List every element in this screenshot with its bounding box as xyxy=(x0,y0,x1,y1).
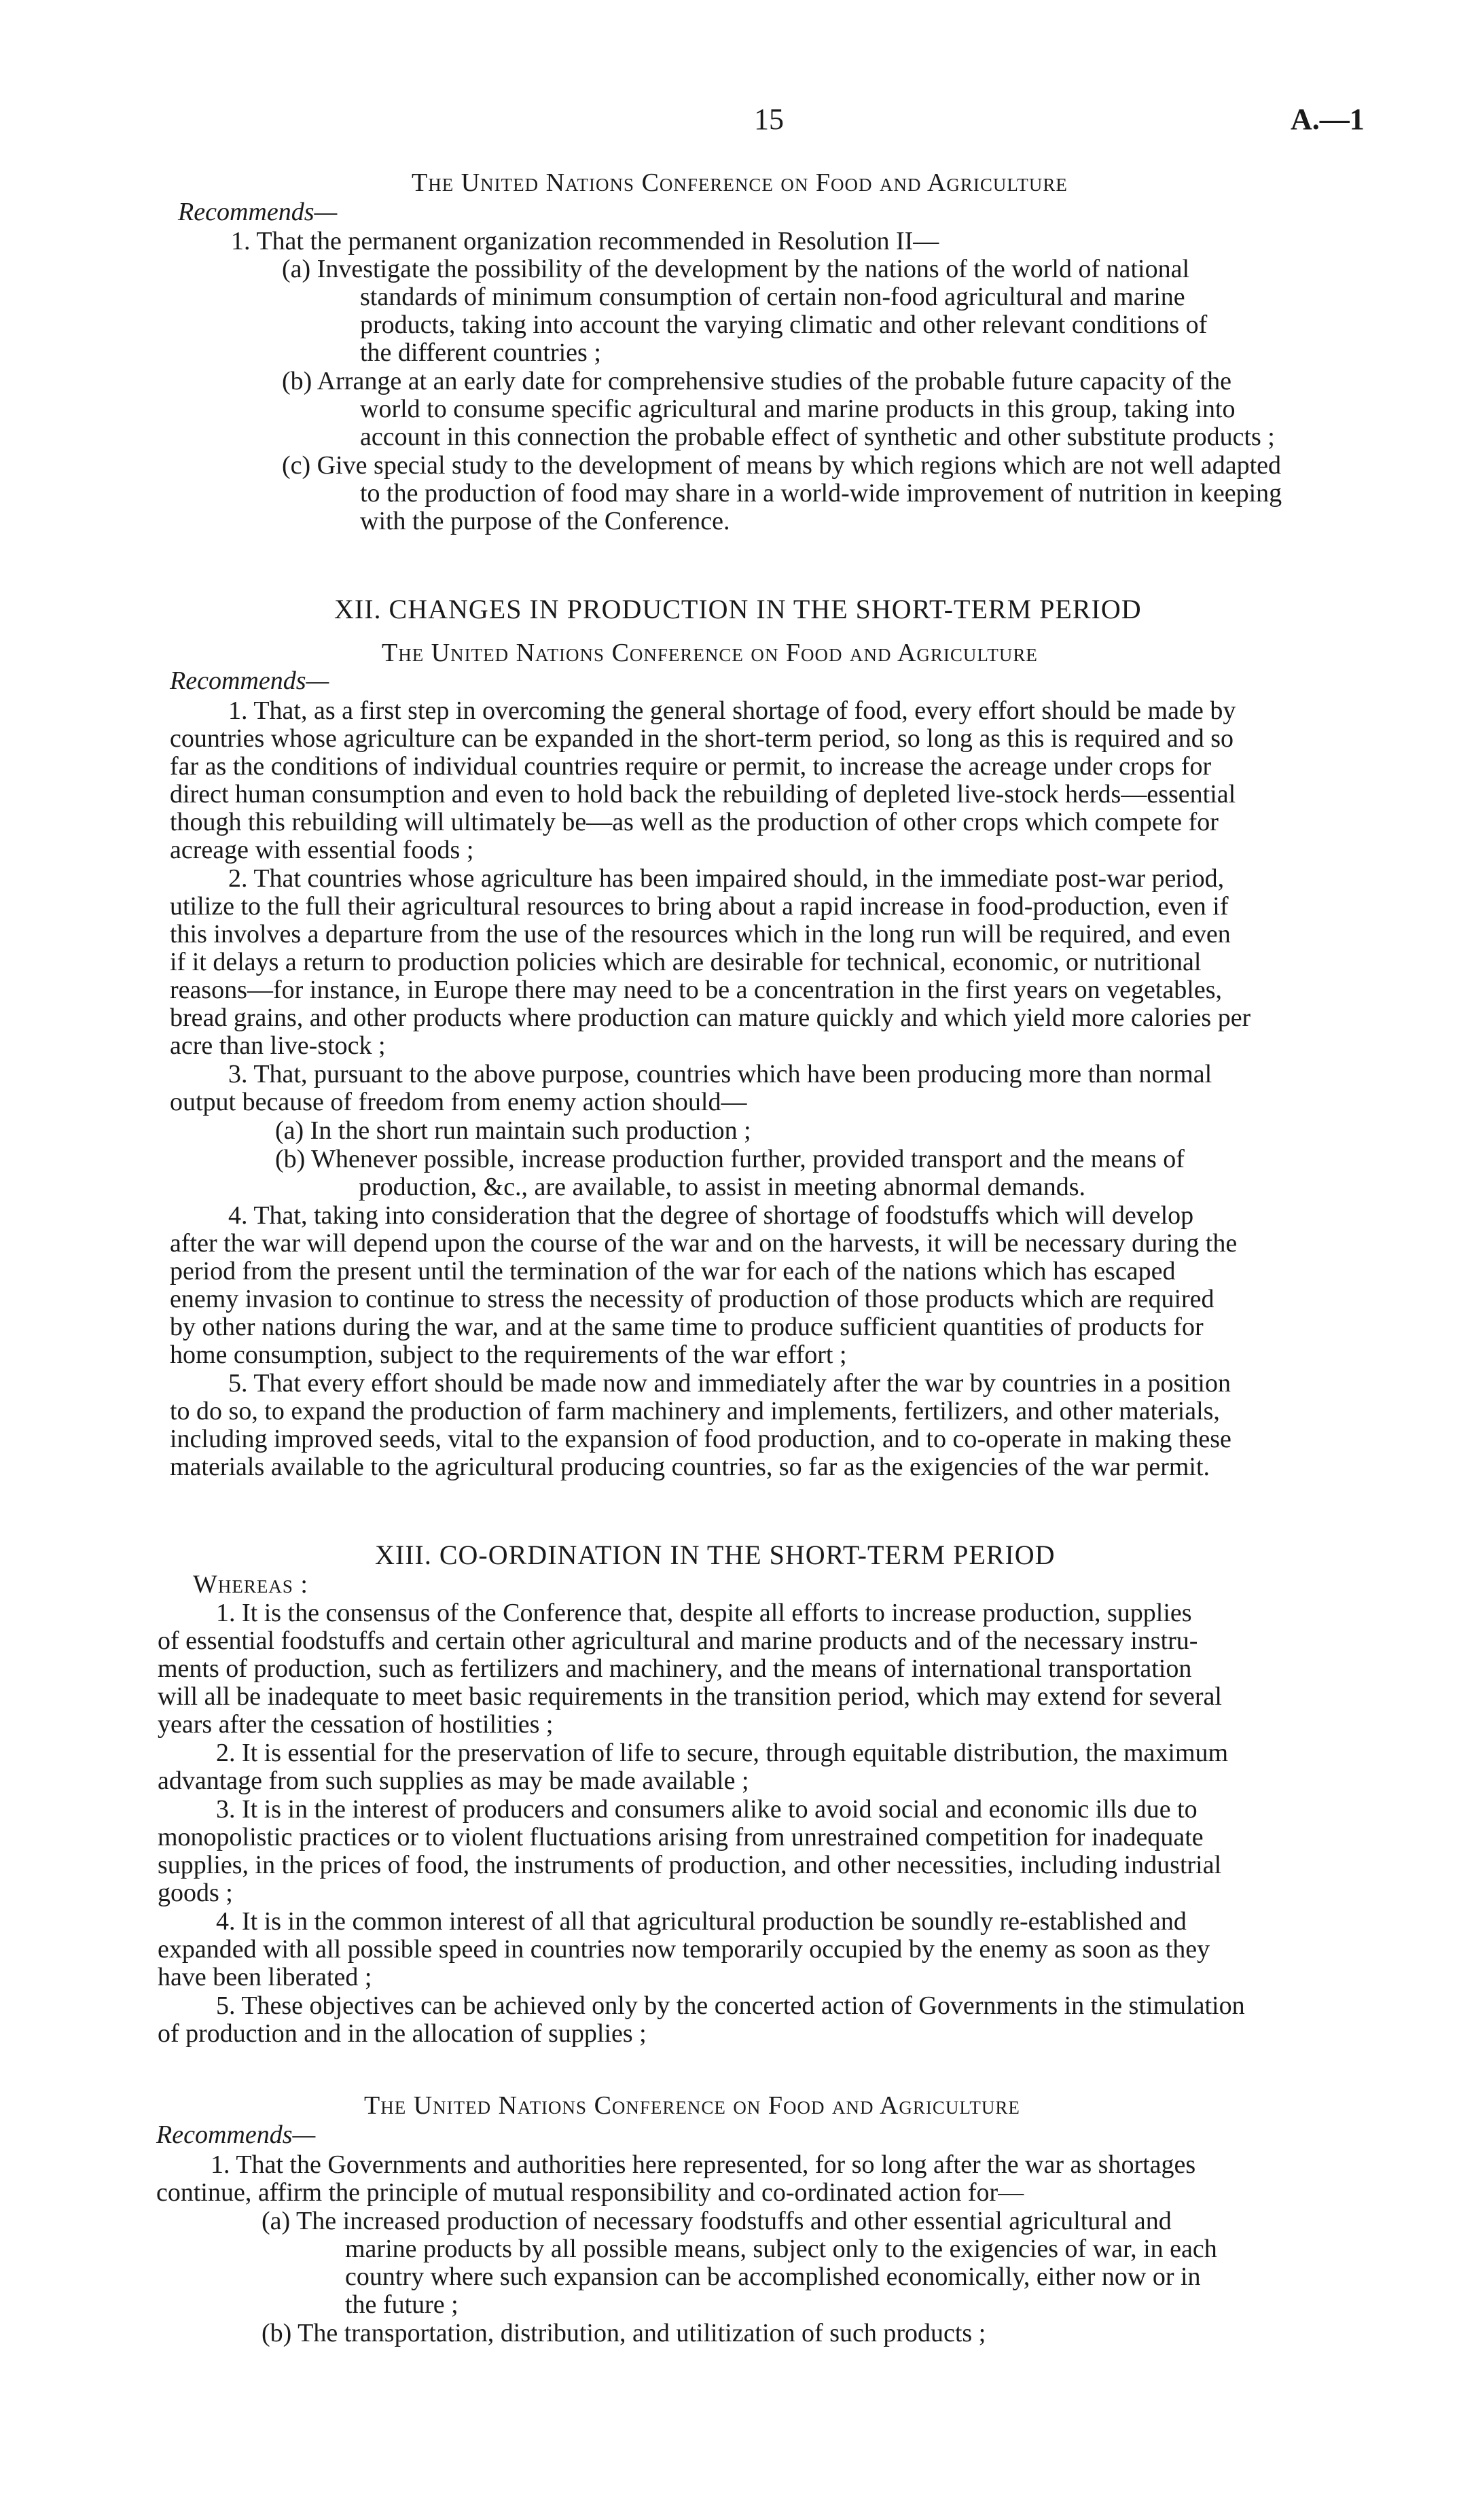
text-line: Recommends— xyxy=(170,667,329,695)
section-heading: XII. CHANGES IN PRODUCTION IN THE SHORT-TERM PERIOD xyxy=(334,594,1142,624)
text-line: 1. That the Governments and authorities here represented, for so long after the war as shortages xyxy=(211,2150,1196,2179)
text-line: (a) In the short run maintain such production ; xyxy=(275,1116,751,1145)
text-line: (a) The increased production of necessary foodstuffs and other essential agricultural and xyxy=(262,2207,1172,2235)
text-line: (b) Whenever possible, increase production further, provided transport and the means of xyxy=(275,1145,1185,1173)
text-line: 3. It is in the interest of producers and consumers alike to avoid social and economic ills due to xyxy=(216,1795,1198,1824)
text-line: 1. It is the consensus of the Conference that, despite all efforts to increase production, supplies xyxy=(216,1599,1192,1627)
text-line: by other nations during the war, and at the same time to produce sufficient quantities of products for xyxy=(170,1313,1204,1341)
text-line: 4. That, taking into consideration that the degree of shortage of foodstuffs which will develop xyxy=(228,1201,1194,1230)
text-line: years after the cessation of hostilities ; xyxy=(158,1710,554,1739)
text-line: period from the present until the termination of the war for each of the nations which has escaped xyxy=(170,1257,1176,1285)
text-line: 1. That the permanent organization recommended in Resolution II— xyxy=(231,227,939,255)
text-line: 2. It is essential for the preservation of life to secure, through equitable distribution, the maximum xyxy=(216,1739,1229,1767)
text-line: far as the conditions of individual countries require or permit, to increase the acreage under crops for xyxy=(170,752,1212,781)
text-line: 2. That countries whose agriculture has been impaired should, in the immediate post-war period, xyxy=(228,864,1225,893)
text-line: 5. These objectives can be achieved only by the concerted action of Governments in the stimulation xyxy=(216,1991,1245,2020)
text-line: to do so, to expand the production of farm machinery and implements, fertilizers, and other materials, xyxy=(170,1397,1220,1425)
text-line: including improved seeds, vital to the expansion of food production, and to co-operate in making these xyxy=(170,1425,1231,1453)
text-line: production, &c., are available, to assist in meeting abnormal demands. xyxy=(359,1173,1086,1201)
text-line: 4. It is in the common interest of all that agricultural production be soundly re-established and xyxy=(216,1907,1187,1936)
text-line: marine products by all possible means, subject only to the exigencies of war, in each xyxy=(345,2235,1217,2263)
text-line: (c) Give special study to the development of means by which regions which are not well adapted xyxy=(282,451,1281,480)
text-line: with the purpose of the Conference. xyxy=(360,507,730,535)
text-line: Recommends— xyxy=(156,2120,316,2149)
text-line: output because of freedom from enemy action should— xyxy=(170,1088,747,1116)
text-line: 3. That, pursuant to the above purpose, countries which have been producing more than normal xyxy=(228,1060,1212,1088)
text-line: have been liberated ; xyxy=(158,1963,372,1991)
text-line: standards of minimum consumption of certain non-food agricultural and marine xyxy=(360,283,1185,311)
text-line: of essential foodstuffs and certain other agricultural and marine products and of the necessary instru- xyxy=(158,1627,1198,1655)
text-line: Recommends— xyxy=(178,198,338,226)
text-line: monopolistic practices or to violent fluctuations arising from unrestrained competition for inadequate xyxy=(158,1823,1204,1851)
text-line: (a) Investigate the possibility of the development by the nations of the world of national xyxy=(282,255,1190,283)
section-heading: XIII. CO-ORDINATION IN THE SHORT-TERM PERIOD xyxy=(375,1540,1056,1570)
document-reference: A.—1 xyxy=(1291,103,1365,136)
text-line: world to consume specific agricultural and marine products in this group, taking into xyxy=(360,395,1236,423)
text-line: direct human consumption and even to hold back the rebuilding of depleted live-stock herds—essential xyxy=(170,780,1236,809)
text-line: 5. That every effort should be made now and immediately after the war by countries in a position xyxy=(228,1369,1231,1398)
text-line: the different countries ; xyxy=(360,338,601,367)
text-line: continue, affirm the principle of mutual responsibility and co-ordinated action for— xyxy=(156,2178,1024,2207)
text-line: ments of production, such as fertilizers and machinery, and the means of international transportation xyxy=(158,1654,1192,1683)
conference-heading: Whereas : xyxy=(193,1570,308,1599)
text-line: reasons—for instance, in Europe there may need to be a concentration in the first years on vegetables, xyxy=(170,976,1222,1004)
text-line: enemy invasion to continue to stress the necessity of production of those products which are required xyxy=(170,1285,1214,1313)
text-line: after the war will depend upon the course of the war and on the harvests, it will be necessary during the xyxy=(170,1229,1238,1258)
text-line: (b) Arrange at an early date for comprehensive studies of the probable future capacity of the xyxy=(282,367,1232,395)
text-line: goods ; xyxy=(158,1879,233,1907)
text-line: this involves a departure from the use of the resources which in the long run will be required, and even xyxy=(170,920,1231,948)
text-line: utilize to the full their agricultural resources to bring about a rapid increase in food-production, even if xyxy=(170,892,1229,921)
conference-heading: The United Nations Conference on Food and Agriculture xyxy=(364,2091,1020,2120)
text-line: advantage from such supplies as may be made available ; xyxy=(158,1767,749,1795)
text-line: acreage with essential foods ; xyxy=(170,836,474,864)
text-line: countries whose agriculture can be expanded in the short-term period, so long as this is required and so xyxy=(170,724,1234,753)
text-line: products, taking into account the varying climatic and other relevant conditions of xyxy=(360,310,1208,339)
page-number: 15 xyxy=(754,103,784,136)
text-line: to the production of food may share in a world-wide improvement of nutrition in keeping xyxy=(360,479,1282,508)
text-line: materials available to the agricultural producing countries, so far as the exigencies of the war permit. xyxy=(170,1453,1210,1481)
text-line: supplies, in the prices of food, the instruments of production, and other necessities, including industrial xyxy=(158,1851,1222,1879)
text-line: expanded with all possible speed in countries now temporarily occupied by the enemy as soon as they xyxy=(158,1935,1210,1964)
text-line: acre than live-stock ; xyxy=(170,1031,386,1060)
text-line: home consumption, subject to the requirements of the war effort ; xyxy=(170,1341,847,1369)
text-line: of production and in the allocation of supplies ; xyxy=(158,2019,647,2048)
text-line: 1. That, as a first step in overcoming the general shortage of food, every effort should be made by xyxy=(228,696,1236,725)
conference-heading: The United Nations Conference on Food and Agriculture xyxy=(382,639,1038,667)
text-line: country where such expansion can be accomplished economically, either now or in xyxy=(345,2262,1201,2291)
conference-heading: The United Nations Conference on Food and Agriculture xyxy=(412,168,1068,197)
text-line: though this rebuilding will ultimately be—as well as the production of other crops which compete for xyxy=(170,808,1219,836)
text-line: (b) The transportation, distribution, and utilitization of such products ; xyxy=(262,2319,986,2347)
text-line: the future ; xyxy=(345,2290,458,2319)
text-line: account in this connection the probable effect of synthetic and other substitute products ; xyxy=(360,423,1275,451)
text-line: will all be inadequate to meet basic requirements in the transition period, which may extend for several xyxy=(158,1682,1222,1711)
text-line: if it delays a return to production policies which are desirable for technical, economic, or nutritional xyxy=(170,948,1202,976)
text-line: bread grains, and other products where production can mature quickly and which yield more calories per xyxy=(170,1004,1251,1032)
